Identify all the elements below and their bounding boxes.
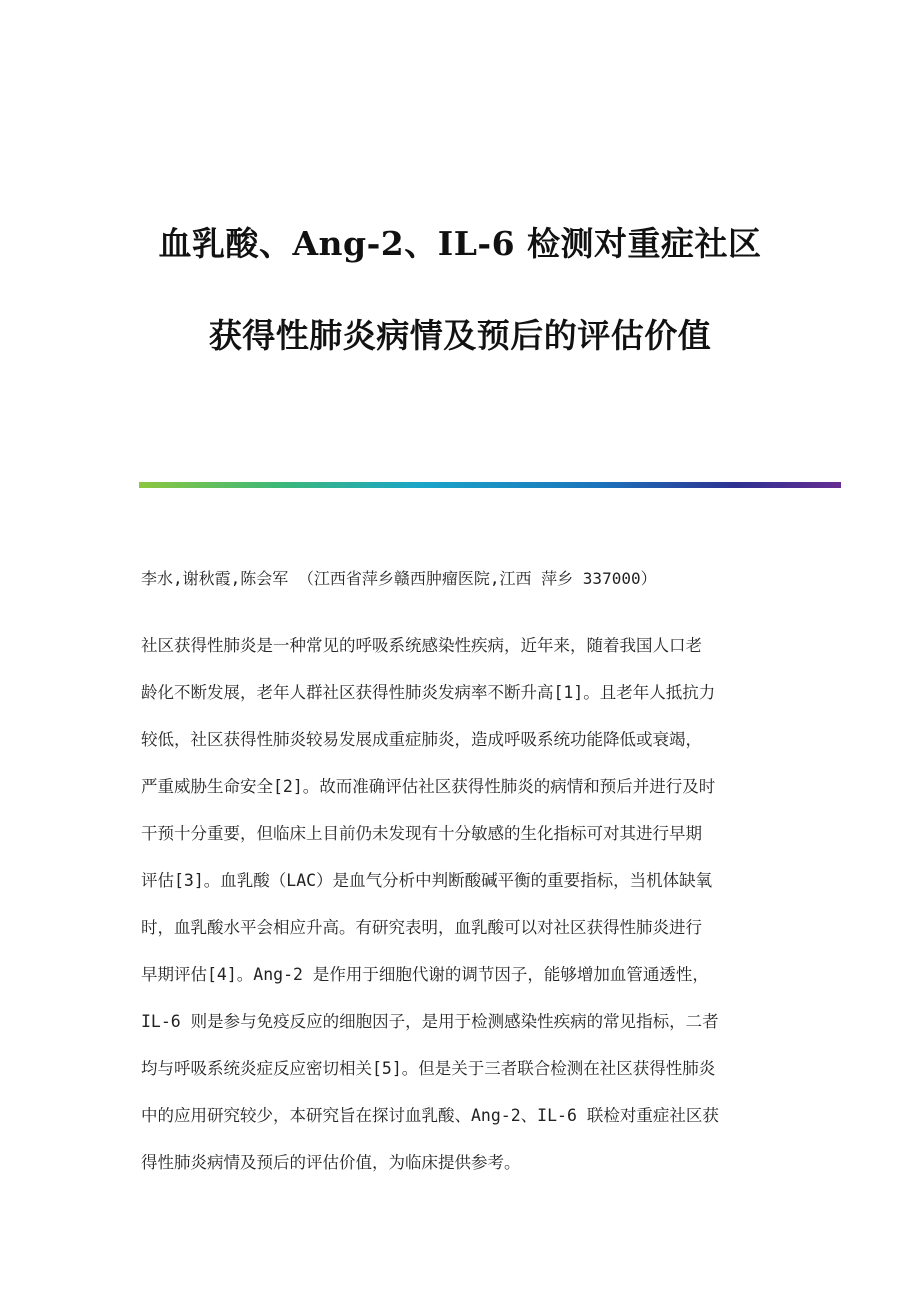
body-line: 严重威胁生命安全[2]。故而准确评估社区获得性肺炎的病情和预后并进行及时 xyxy=(141,777,716,796)
body-line: 得性肺炎病情及预后的评估价值，为临床提供参考。 xyxy=(141,1153,521,1172)
body-line: 龄化不断发展，老年人群社区获得性肺炎发病率不断升高[1]。且老年人抵抗力 xyxy=(141,683,716,702)
body-line: 时，血乳酸水平会相应升高。有研究表明，血乳酸可以对社区获得性肺炎进行 xyxy=(141,918,702,937)
body-line: 中的应用研究较少，本研究旨在探讨血乳酸、Ang-2、IL-6 联检对重症社区获 xyxy=(141,1106,719,1125)
body-line: 干预十分重要，但临床上目前仍未发现有十分敏感的生化指标可对其进行早期 xyxy=(141,824,702,843)
body-line: 社区获得性肺炎是一种常见的呼吸系统感染性疾病，近年来，随着我国人口老 xyxy=(141,636,702,655)
body-line: 均与呼吸系统炎症反应密切相关[5]。但是关于三者联合检测在社区获得性肺炎 xyxy=(141,1059,716,1078)
body-line: 较低，社区获得性肺炎较易发展成重症肺炎，造成呼吸系统功能降低或衰竭， xyxy=(141,730,702,749)
body-line: 早期评估[4]。Ang-2 是作用于细胞代谢的调节因子，能够增加血管通透性， xyxy=(141,965,709,984)
title-line-1: 血乳酸、Ang-2、IL-6 检测对重症社区 xyxy=(158,224,762,263)
body-paragraph xyxy=(141,622,781,1186)
author-affiliation: 李水,谢秋霞,陈会军 （江西省萍乡赣西肿瘤医院,江西 萍乡 337000） xyxy=(141,569,657,588)
gradient-divider xyxy=(139,482,841,488)
title-line-2: 获得性肺炎病情及预后的评估价值 xyxy=(208,316,712,355)
body-line: 评估[3]。血乳酸（LAC）是血气分析中判断酸碱平衡的重要指标，当机体缺氧 xyxy=(141,871,713,890)
body-line: IL-6 则是参与免疫反应的细胞因子，是用于检测感染性疾病的常见指标，二者 xyxy=(141,1012,719,1031)
